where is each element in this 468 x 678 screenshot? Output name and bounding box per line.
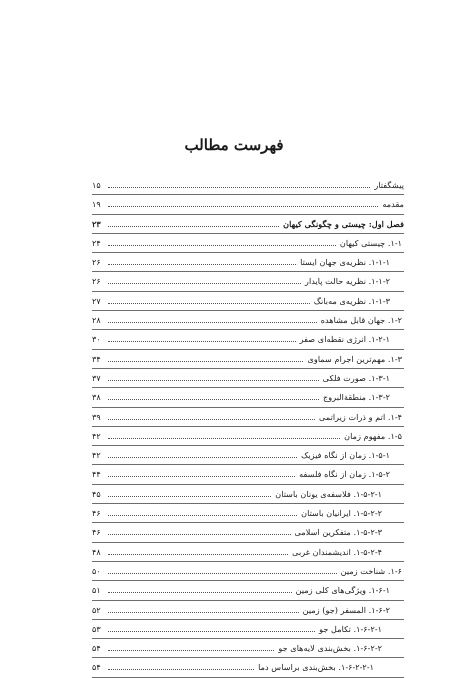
- toc-entry-title: ۱-۵-۲-۲. ایرانیان باستان: [299, 504, 382, 522]
- toc-entry-title: ۱-۵. مفهوم زمان: [342, 427, 402, 445]
- toc-entry-title: ۱-۱-۲. نظریه حالت پایدار: [303, 272, 390, 290]
- dot-leader: [108, 485, 271, 497]
- toc-entry-page-number: ۲۶: [92, 272, 106, 290]
- dot-leader: [108, 620, 315, 632]
- toc-entry-title: ۱-۱-۱. نظریه‌ی جهان ایستا: [298, 253, 390, 271]
- toc-entry: [92, 658, 404, 677]
- toc-entry-title: ۱-۳-۲. منطقة‌البروج: [321, 388, 390, 406]
- toc-entry-page-number: ۲۳: [92, 215, 106, 233]
- dot-leader: [108, 388, 319, 400]
- toc-entry-page-number: ۴۶: [92, 504, 106, 522]
- dot-leader: [108, 292, 310, 304]
- toc-entry: [92, 543, 404, 562]
- dot-leader: [108, 330, 296, 342]
- dot-leader: [108, 465, 295, 477]
- toc-entry: [92, 446, 404, 465]
- toc-entry-title: ۱-۶-۱. ویژگی‌های کلی زمین: [294, 581, 390, 599]
- toc-entry-title: ۱-۵-۲-۳. متفکرین اسلامی: [293, 523, 382, 541]
- toc-entry: [92, 369, 404, 388]
- toc-entry-title: ۱-۶-۲-۲-۱. بخش‌بندی براساس دما: [256, 658, 374, 676]
- toc-entry-page-number: ۴۲: [92, 427, 106, 445]
- toc-entry-page-number: ۲۸: [92, 311, 106, 329]
- dot-leader: [108, 350, 303, 362]
- dot-leader: [108, 215, 279, 227]
- toc-entry-title: ۱-۶-۲. المسفر (جو) زمین: [301, 601, 390, 619]
- toc-entry: [92, 601, 404, 620]
- dot-leader: [108, 311, 317, 323]
- toc-entry-page-number: ۵۳: [92, 620, 106, 638]
- toc-entry: [92, 253, 404, 272]
- dot-leader: [108, 639, 274, 651]
- dot-leader: [108, 195, 378, 207]
- toc-entry-page-number: ۵۴: [92, 658, 106, 676]
- dot-leader: [108, 408, 315, 420]
- toc-entry-title: ۱-۲-۱. انرژی نقطه‌ای صفر: [298, 330, 390, 348]
- toc-entry-title: پیشگفتار: [372, 176, 404, 194]
- toc-entry-page-number: ۵۲: [92, 601, 106, 619]
- toc-entry-page-number: ۳۹: [92, 408, 106, 426]
- toc-entry: [92, 292, 404, 311]
- dot-leader: [108, 253, 296, 265]
- toc-entry-title: ۱-۳-۱. صورت فلکی: [321, 369, 390, 387]
- toc-entry: [92, 562, 404, 581]
- toc-entry: [92, 581, 404, 600]
- toc-entry-page-number: ۳۷: [92, 369, 106, 387]
- toc-entry: [92, 388, 404, 407]
- toc-entry-page-number: ۵۴: [92, 639, 106, 657]
- dot-leader: [108, 176, 370, 188]
- toc-entry-title: ۱-۲. جهان قابل مشاهده: [319, 311, 402, 329]
- dot-leader: [108, 427, 340, 439]
- toc-entry-page-number: ۲۷: [92, 292, 106, 310]
- dot-leader: [108, 581, 292, 593]
- toc-entry-title: ۱-۵-۲. زمان از نگاه فلسفه: [297, 465, 390, 483]
- toc-entry: [92, 523, 404, 542]
- toc-entry-title: ۱-۴. اتم و ذرات زیراتمی: [317, 408, 402, 426]
- toc-entry: [92, 176, 404, 195]
- dot-leader: [108, 658, 254, 670]
- toc-entry-page-number: ۵۱: [92, 581, 106, 599]
- toc-entry: [92, 408, 404, 427]
- toc-entry: [92, 311, 404, 330]
- toc-entry-title: ۱-۵-۲-۴. اندیشمندان غربی: [290, 543, 382, 561]
- toc-entry: [92, 639, 404, 658]
- toc-entry: [92, 620, 404, 639]
- dot-leader: [108, 504, 297, 516]
- toc-entry: [92, 427, 404, 446]
- dot-leader: [108, 523, 291, 535]
- toc-entry-title: ۱-۶-۲-۲. بخش‌بندی لایه‌های جو: [276, 639, 382, 657]
- toc-entry-title: مقدمه: [380, 195, 404, 213]
- toc-entry: [92, 272, 404, 291]
- toc-entry-title: ۱-۶-۲-۱. تکامل جو: [317, 620, 382, 638]
- toc-entry-title: ۱-۶. شناخت زمین: [339, 562, 402, 580]
- toc-entry-title: فصل اول: چیستی و چگونگی کیهان: [281, 215, 404, 233]
- toc-entry-title: ۱-۳. مهم‌ترین اجرام سماوی: [305, 350, 402, 368]
- toc-entry-page-number: ۱۵: [92, 176, 106, 194]
- dot-leader: [108, 446, 297, 458]
- toc-entry: [92, 234, 404, 253]
- dot-leader: [108, 234, 336, 246]
- dot-leader: [108, 543, 288, 555]
- toc-entry: [92, 465, 404, 484]
- toc-entry-page-number: ۴۲: [92, 446, 106, 464]
- toc-entry-page-number: ۳۸: [92, 388, 106, 406]
- dot-leader: [108, 369, 319, 381]
- toc-entry-page-number: ۴۸: [92, 543, 106, 561]
- toc-entry-page-number: ۲۴: [92, 234, 106, 252]
- toc-entry-page-number: ۳۰: [92, 330, 106, 348]
- table-of-contents: [92, 176, 404, 678]
- toc-entry: [92, 195, 404, 214]
- toc-entry-page-number: ۲۶: [92, 253, 106, 271]
- toc-entry-page-number: ۴۶: [92, 523, 106, 541]
- toc-entry: [92, 485, 404, 504]
- toc-entry-title: ۱-۵-۲-۱. فلاسفه‌ی یونان باستان: [273, 485, 382, 503]
- page-title: فهرست مطالب: [184, 136, 284, 154]
- toc-entry-page-number: ۵۰: [92, 562, 106, 580]
- toc-entry-page-number: ۳۴: [92, 350, 106, 368]
- dot-leader: [108, 562, 337, 574]
- dot-leader: [108, 601, 299, 613]
- toc-entry-page-number: ۱۹: [92, 195, 106, 213]
- dot-leader: [108, 272, 301, 284]
- toc-entry: [92, 215, 404, 234]
- toc-entry-page-number: ۴۴: [92, 465, 106, 483]
- toc-entry: [92, 504, 404, 523]
- toc-entry-title: ۱-۵-۱. زمان از نگاه فیزیک: [299, 446, 390, 464]
- toc-entry-title: ۱-۱. چیستی کیهان: [338, 234, 402, 252]
- toc-entry-page-number: ۴۵: [92, 485, 106, 503]
- toc-entry-title: ۱-۱-۳. نظریه‌ی مه‌بانگ: [312, 292, 390, 310]
- toc-entry: [92, 330, 404, 349]
- toc-entry: [92, 350, 404, 369]
